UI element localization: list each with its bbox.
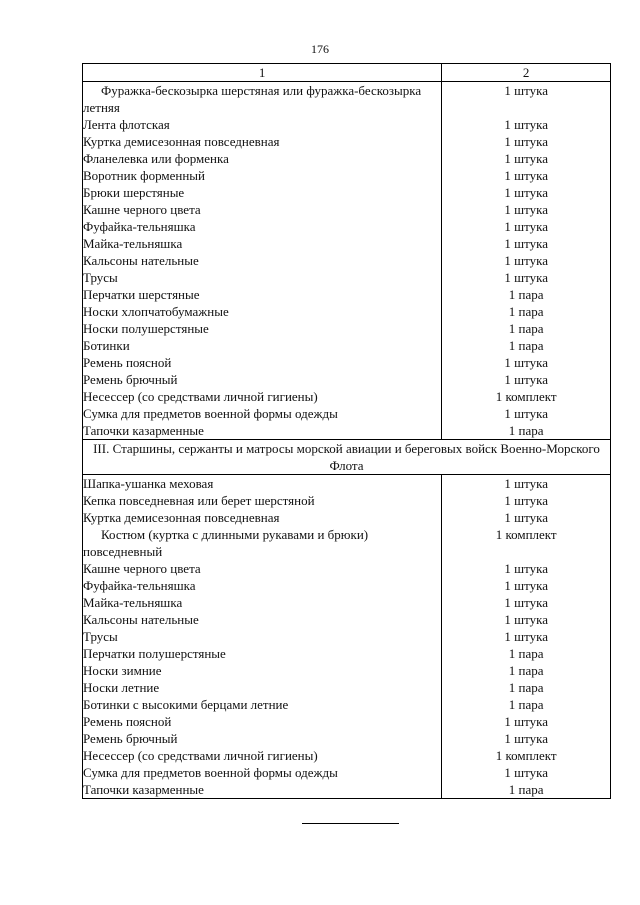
table-row <box>83 320 611 337</box>
item-quantity: 1 штука <box>442 269 611 286</box>
item-name: Носки полушерстяные <box>83 320 442 337</box>
table-row <box>83 286 611 303</box>
table-row <box>83 611 611 628</box>
item-name: Перчатки полушерстяные <box>83 645 442 662</box>
item-name: Трусы <box>83 269 442 286</box>
clothing-table <box>82 63 611 799</box>
item-quantity: 1 штука <box>442 133 611 150</box>
item-name: Фланелевка или форменка <box>83 150 442 167</box>
table-row <box>83 167 611 184</box>
item-quantity: 1 пара <box>442 422 611 440</box>
item-quantity: 1 комплект <box>442 526 611 560</box>
table-row <box>83 526 611 560</box>
item-name: Куртка демисезонная повседневная <box>83 133 442 150</box>
table-row <box>83 354 611 371</box>
table-row <box>83 713 611 730</box>
item-quantity: 1 штука <box>442 201 611 218</box>
table-row <box>83 730 611 747</box>
table-row <box>83 594 611 611</box>
item-quantity: 1 штука <box>442 405 611 422</box>
item-quantity: 1 штука <box>442 628 611 645</box>
table-row <box>83 662 611 679</box>
table-row <box>83 371 611 388</box>
item-quantity: 1 штука <box>442 492 611 509</box>
item-name: Куртка демисезонная повседневная <box>83 509 442 526</box>
item-name: Трусы <box>83 628 442 645</box>
item-quantity: 1 штука <box>442 730 611 747</box>
table-row <box>83 82 611 117</box>
item-quantity: 1 штука <box>442 252 611 269</box>
item-name: Ремень поясной <box>83 713 442 730</box>
table-row <box>83 116 611 133</box>
table-row <box>83 560 611 577</box>
page-number: 176 <box>311 42 329 56</box>
footer-divider <box>302 823 399 824</box>
table-row <box>83 679 611 696</box>
table-row <box>83 492 611 509</box>
item-quantity: 1 штука <box>442 475 611 493</box>
table-row <box>83 235 611 252</box>
item-name: Шапка-ушанка меховая <box>83 475 442 493</box>
item-quantity: 1 штука <box>442 371 611 388</box>
table-row <box>83 201 611 218</box>
item-quantity: 1 пара <box>442 286 611 303</box>
header-col1: 1 <box>83 64 442 82</box>
item-name: Костюм (куртка с длинными рукавами и брюки) повседневный <box>83 526 442 560</box>
item-name: Ботинки <box>83 337 442 354</box>
item-quantity: 1 штука <box>442 184 611 201</box>
item-name: Кальсоны нательные <box>83 611 442 628</box>
table-row <box>83 133 611 150</box>
item-name: Фуфайка-тельняшка <box>83 577 442 594</box>
item-quantity: 1 штука <box>442 167 611 184</box>
item-name: Несессер (со средствами личной гигиены) <box>83 388 442 405</box>
item-name: Кальсоны нательные <box>83 252 442 269</box>
item-name: Брюки шерстяные <box>83 184 442 201</box>
item-name: Кашне черного цвета <box>83 560 442 577</box>
item-quantity: 1 пара <box>442 781 611 799</box>
item-quantity: 1 пара <box>442 679 611 696</box>
item-name: Кашне черного цвета <box>83 201 442 218</box>
table-body <box>83 64 611 799</box>
item-quantity: 1 штука <box>442 764 611 781</box>
item-name: Тапочки казарменные <box>83 781 442 799</box>
item-quantity: 1 пара <box>442 303 611 320</box>
table-row <box>83 696 611 713</box>
section-row <box>83 440 611 475</box>
item-quantity: 1 штука <box>442 150 611 167</box>
item-quantity: 1 пара <box>442 662 611 679</box>
item-name: Майка-тельняшка <box>83 594 442 611</box>
header-row <box>83 64 611 82</box>
section-title: III. Старшины, сержанты и матросы морской авиации и береговых войск Военно-Морского Флота <box>83 440 611 475</box>
table-row <box>83 628 611 645</box>
item-name: Носки зимние <box>83 662 442 679</box>
table-row <box>83 269 611 286</box>
table-row <box>83 150 611 167</box>
item-name: Ремень поясной <box>83 354 442 371</box>
item-quantity: 1 штука <box>442 611 611 628</box>
item-quantity: 1 штука <box>442 116 611 133</box>
item-name: Воротник форменный <box>83 167 442 184</box>
item-quantity: 1 штука <box>442 354 611 371</box>
table-row <box>83 509 611 526</box>
item-quantity: 1 штука <box>442 560 611 577</box>
table-row <box>83 764 611 781</box>
item-name: Несессер (со средствами личной гигиены) <box>83 747 442 764</box>
header-col2: 2 <box>442 64 611 82</box>
table-row <box>83 388 611 405</box>
item-name: Перчатки шерстяные <box>83 286 442 303</box>
item-name: Тапочки казарменные <box>83 422 442 440</box>
item-quantity: 1 комплект <box>442 388 611 405</box>
item-name: Ремень брючный <box>83 730 442 747</box>
item-quantity: 1 штука <box>442 713 611 730</box>
item-quantity: 1 штука <box>442 577 611 594</box>
item-name: Ботинки с высокими берцами летние <box>83 696 442 713</box>
item-quantity: 1 комплект <box>442 747 611 764</box>
table-row <box>83 781 611 799</box>
item-quantity: 1 пара <box>442 337 611 354</box>
item-name: Носки хлопчатобумажные <box>83 303 442 320</box>
item-name: Сумка для предметов военной формы одежды <box>83 764 442 781</box>
item-name: Ремень брючный <box>83 371 442 388</box>
item-quantity: 1 штука <box>442 509 611 526</box>
table-row <box>83 577 611 594</box>
item-name: Кепка повседневная или берет шерстяной <box>83 492 442 509</box>
table-row <box>83 218 611 235</box>
item-name: Майка-тельняшка <box>83 235 442 252</box>
table-row <box>83 645 611 662</box>
table-row <box>83 475 611 493</box>
table-row <box>83 422 611 440</box>
item-name: Лента флотская <box>83 116 442 133</box>
item-quantity: 1 штука <box>442 594 611 611</box>
item-name: Носки летние <box>83 679 442 696</box>
item-quantity: 1 штука <box>442 218 611 235</box>
table-row <box>83 747 611 764</box>
table-row <box>83 184 611 201</box>
item-quantity: 1 пара <box>442 645 611 662</box>
item-quantity: 1 пара <box>442 320 611 337</box>
item-quantity: 1 штука <box>442 82 611 117</box>
table-row <box>83 405 611 422</box>
item-quantity: 1 штука <box>442 235 611 252</box>
item-name: Сумка для предметов военной формы одежды <box>83 405 442 422</box>
table-row <box>83 252 611 269</box>
item-quantity: 1 пара <box>442 696 611 713</box>
table-row <box>83 303 611 320</box>
table-row <box>83 337 611 354</box>
item-name: Фуфайка-тельняшка <box>83 218 442 235</box>
item-name: Фуражка-бескозырка шерстяная или фуражка-бескозырка летняя <box>83 82 442 117</box>
